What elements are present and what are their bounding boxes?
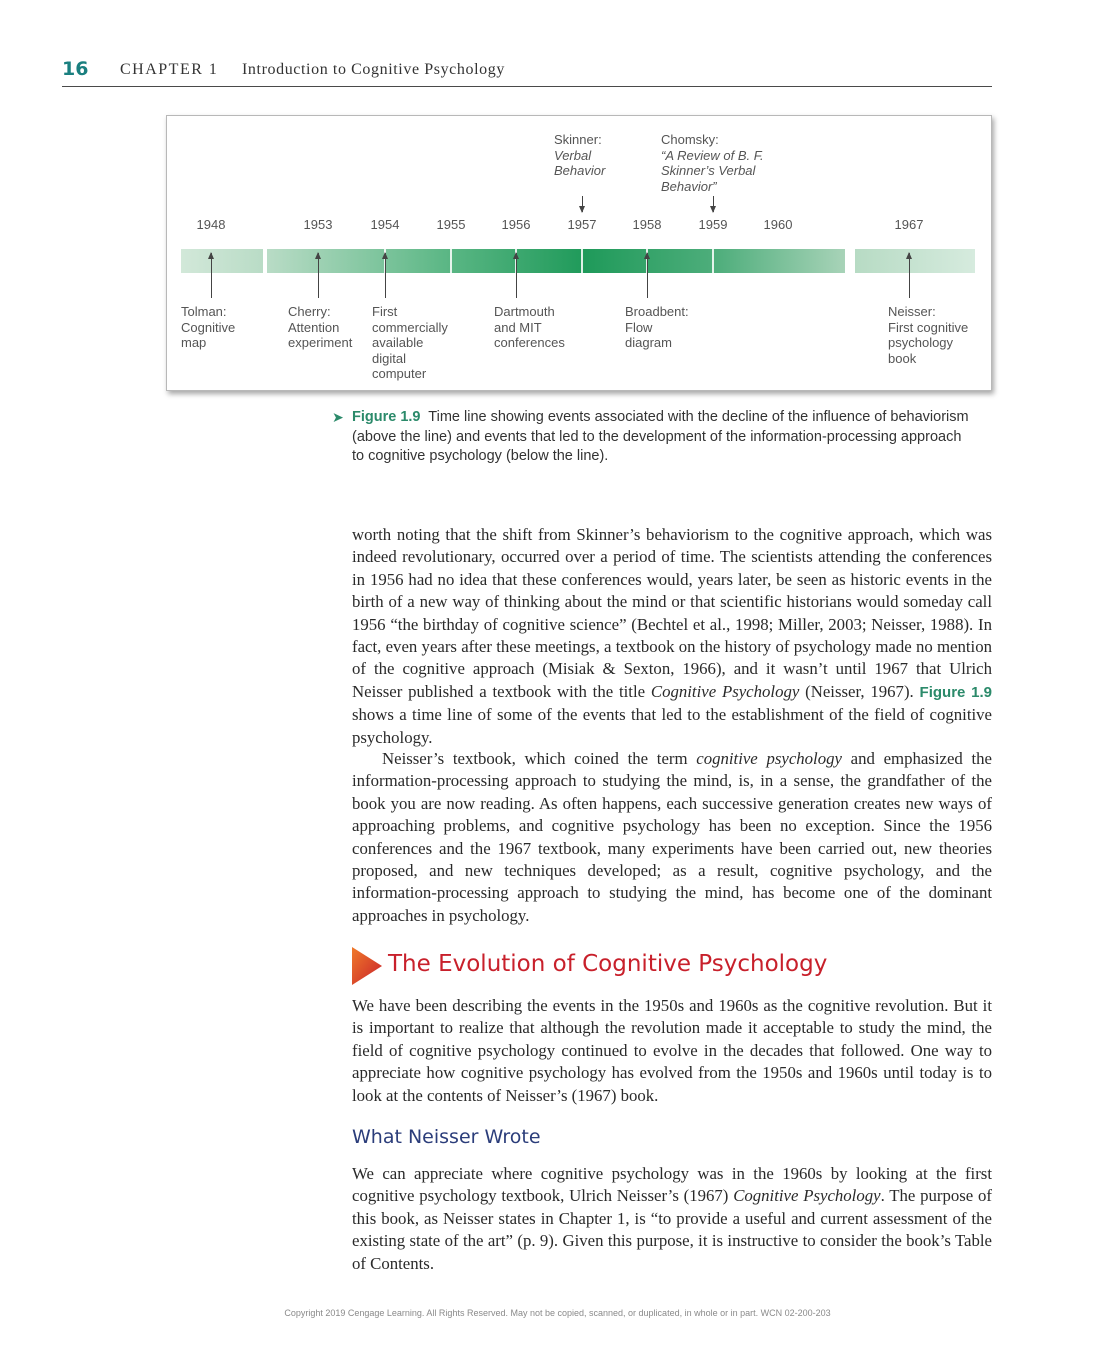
copyright-footer: Copyright 2019 Cengage Learning. All Rights Reserved. May not be copied, scanned, or duplicated, in whole or in part. WCN 02-200-203 <box>284 1308 831 1318</box>
timeline-figure <box>166 115 992 391</box>
arrow-up-1956 <box>516 253 517 298</box>
event-label-cherry: Cherry: Attention experiment <box>288 304 353 350</box>
page-number: 16 <box>62 58 89 80</box>
caption-arrow-icon: ➤ <box>332 409 344 425</box>
body-paragraph: worth noting that the shift from Skinner’s behaviorism to the cognitive approach, which was indeed revolutionary, occurred over a period of time. The scientists attending the conferences in 1956 had no idea that these conferences would, years later, be seen as historic events in the birth of a new way of thinking about the mind or that scientific historians would someday call 1956 “the birthday of cognitive science” (Bechtel et al., 1998; Miller, 2003; Neisser, 1988). In fact, even years after these meetings, a textbook on the history of psychology made no mention of the cognitive approach (Misiak & Sexton, 1966), and it wasn’t until 1967 that Ulrich Neisser published a textbook with the title Cognitive Psychology (Neisser, 1967). Figure 1.9 shows a time line of some of the events that led to the establishment of the field of cognitive psychology. <box>352 525 993 747</box>
year-label: 1954 <box>370 217 400 232</box>
event-label-computer: First commercially available digital computer <box>372 304 448 381</box>
arrow-up-1953 <box>318 253 319 298</box>
arrow-up-1954 <box>385 253 386 298</box>
event-label-chomsky: Chomsky: “A Review of B. F. Skinner’s Verbal Behavior” <box>661 132 764 194</box>
timeline-band-segment <box>855 249 975 273</box>
section-arrow-icon <box>352 947 382 985</box>
chapter-title: Introduction to Cognitive Psychology <box>242 61 505 78</box>
year-divider <box>581 249 583 273</box>
year-label: 1967 <box>894 217 924 232</box>
year-label: 1957 <box>567 217 597 232</box>
year-label: 1953 <box>303 217 333 232</box>
year-divider <box>712 249 714 273</box>
body-paragraph: We can appreciate where cognitive psychology was in the 1960s by looking at the first cognitive psychology textbook, Ulrich Neisser’s (1967) Cognitive Psychology. The purpose of this book, as Neisser states in Chapter 1, is “to provide a useful and current assessment of the existing state of the art” (p. 9). Given this purpose, it is instructive to consider the book’s Table of Contents. <box>352 1164 993 1273</box>
year-label: 1948 <box>196 217 226 232</box>
event-label-dartmouth: Dartmouth and MIT conferences <box>494 304 565 350</box>
arrow-down-1957 <box>582 196 583 212</box>
event-label-tolman: Tolman: Cognitive map <box>181 304 236 350</box>
body-paragraph: We have been describing the events in the 1950s and 1960s as the cognitive revolution. But it is important to realize that although the revolution made it acceptable to study the mind, the field of cognitive psychology continued to evolve in the decades that followed. One way to appreciate how cognitive psychology has evolved from the 1950s and 1960s until today is to look at the contents of Neisser’s (1967) book. <box>352 996 992 1105</box>
arrow-up-1967 <box>909 253 910 298</box>
year-divider <box>450 249 452 273</box>
year-label: 1956 <box>501 217 531 232</box>
arrow-down-1959 <box>713 196 714 212</box>
event-label-broadbent: Broadbent: Flow diagram <box>625 304 689 350</box>
year-label: 1958 <box>632 217 662 232</box>
body-paragraph: Neisser’s textbook, which coined the term cognitive psychology and emphasized the information-processing approach to studying the mind, is, in a sense, the grandfather of the book you are now reading. As often happens, each successive generation creates new ways of approaching problems, and cognitive psychology has been no exception. Since the 1956 conferences and the 1967 textbook, many experiments have been carried out, new theories proposed, and new techniques developed; as a result, cognitive psychology, and the information-processing approach to studying the mind, has become one of the dominant approaches in psychology. <box>352 749 992 925</box>
arrow-up-1958 <box>647 253 648 298</box>
running-header <box>62 58 992 87</box>
event-label-skinner: Skinner: Verbal Behavior <box>554 132 606 178</box>
year-label: 1959 <box>698 217 728 232</box>
caption-text: Time line showing events associated with the decline of the influence of behaviorism (above the line) and events that led to the development of the information-processing approach to cognitive psychology (below the line). <box>352 409 969 464</box>
subsection-heading: What Neisser Wrote <box>352 1126 541 1148</box>
figure-caption <box>332 408 972 467</box>
chapter-label: CHAPTER 1 <box>120 61 219 78</box>
year-label: 1960 <box>763 217 793 232</box>
section-heading-text: The Evolution of Cognitive Psychology <box>388 951 828 977</box>
figure-reference-link[interactable]: Figure 1.9 <box>919 683 993 701</box>
timeline-band-segment <box>267 249 845 273</box>
year-label: 1955 <box>436 217 466 232</box>
timeline-band-segment <box>181 249 263 273</box>
event-label-neisser: Neisser: First cognitive psychology book <box>888 304 969 366</box>
section-heading <box>352 947 992 987</box>
figure-label: Figure 1.9 <box>352 409 421 425</box>
arrow-up-1948 <box>211 253 212 298</box>
